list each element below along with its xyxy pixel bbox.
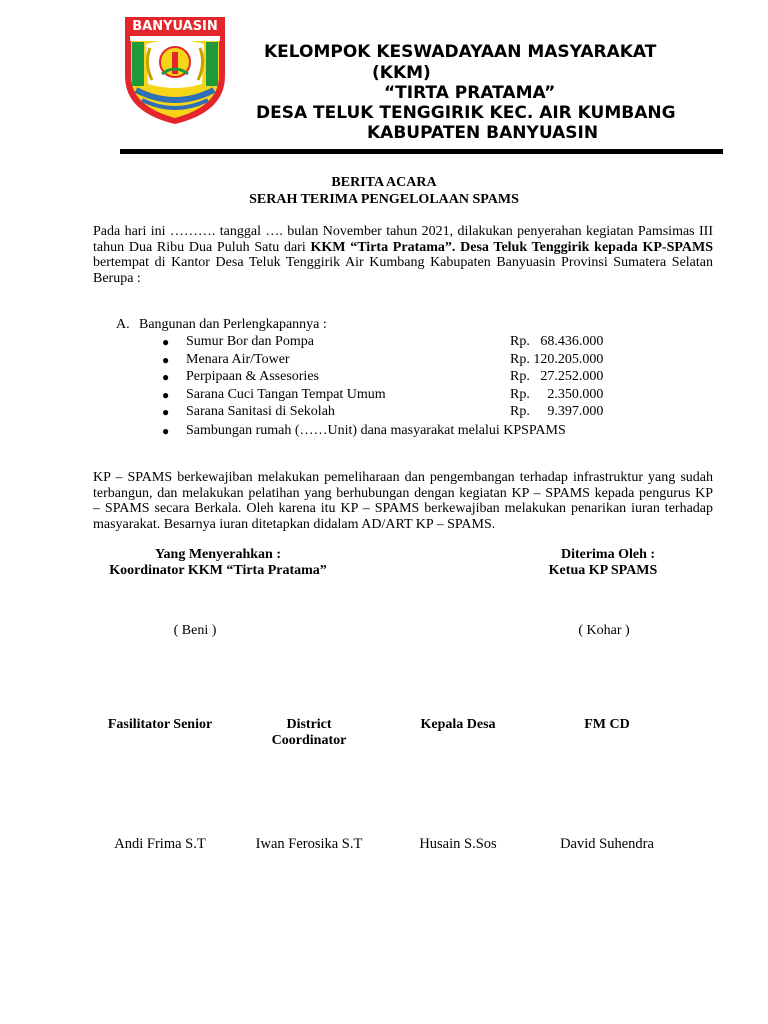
asset-name: Perpipaan & Assesories <box>186 369 319 384</box>
obligation-paragraph <box>93 470 713 532</box>
giver-role-title: Koordinator KKM “Tirta Pratama” <box>109 563 327 578</box>
section-a-label: Bangunan dan Perlengkapannya : <box>139 317 327 332</box>
bullet-icon: ● <box>162 370 170 384</box>
obligation-line: masyarakat. Besarnya iuran ditetapkan didalam AD/ART KP – SPAMS. <box>93 516 496 532</box>
asset-value: Rp. 2.350.000 <box>510 387 604 402</box>
witness-role-kepala-desa: Kepala Desa <box>420 717 496 732</box>
intro-paragraph <box>93 224 713 286</box>
witness-name-district: Iwan Ferosika S.T <box>255 836 363 852</box>
banyuasin-emblem <box>122 14 228 126</box>
asset-name: Menara Air/Tower <box>186 352 290 367</box>
org-name-line3: “TIRTA PRATAMA” <box>384 83 556 103</box>
document-title: BERITA ACARA <box>331 175 437 190</box>
bullet-icon: ● <box>162 353 170 367</box>
intro-line: Berupa : <box>93 270 141 286</box>
obligation-line: terbangun, dan melakukan pelatihan yang berhubungan dengan kegiatan KP – SPAMS kepada pengurus KP <box>93 485 713 501</box>
emblem-label: BANYUASIN <box>132 19 218 34</box>
witness-name-kepala-desa: Husain S.Sos <box>419 836 497 852</box>
obligation-line: KP – SPAMS berkewajiban melakukan pemeliharaan dan pengembangan terhadap infrastruktur yang sudah <box>93 470 713 485</box>
org-name-line2: (KKM) <box>372 63 431 83</box>
intro-line <box>93 240 713 256</box>
witness-name-fasilitator: Andi Frima S.T <box>114 836 206 852</box>
asset-name: Sambungan rumah (……Unit) dana masyarakat melalui KPSPAMS <box>186 423 566 438</box>
bullet-icon: ● <box>162 335 170 349</box>
asset-value: Rp. 68.436.000 <box>510 334 604 349</box>
receiver-role-label: Diterima Oleh : <box>560 547 656 562</box>
org-name-line1: KELOMPOK KESWADAYAAN MASYARAKAT <box>264 42 657 62</box>
bullet-icon: ● <box>162 388 170 402</box>
bullet-icon: ● <box>162 405 170 419</box>
witness-role-fasilitator: Fasilitator Senior <box>107 717 213 732</box>
bullet-icon: ● <box>162 424 170 438</box>
org-regency-line: KABUPATEN BANYUASIN <box>367 123 599 143</box>
document-subtitle: SERAH TERIMA PENGELOLAAN SPAMS <box>249 192 519 207</box>
asset-value: Rp. 120.205.000 <box>510 352 604 367</box>
letterhead-divider <box>120 149 723 154</box>
asset-value: Rp. 27.252.000 <box>510 369 604 384</box>
intro-line: Pada hari ini ………. tanggal …. bulan November tahun 2021, dilakukan penyerahan kegiatan Pamsimas III <box>93 224 713 239</box>
intro-line: bertempat di Kantor Desa Teluk Tenggirik Air Kumbang Kabupaten Banyuasin Provinsi Sumatera Selatan <box>93 255 713 270</box>
witness-role-district: District Coordinator <box>271 717 347 748</box>
receiver-name: ( Kohar ) <box>578 623 630 638</box>
asset-name: Sumur Bor dan Pompa <box>186 334 314 349</box>
intro-text: tahun Dua Ribu Dua Puluh Satu dari <box>93 239 311 255</box>
giver-role-label: Yang Menyerahkan : <box>154 547 281 562</box>
intro-bold-text: KKM “Tirta Pratama”. Desa Teluk Tenggirik kepada KP-SPAMS <box>310 239 713 255</box>
receiver-role-title: Ketua KP SPAMS <box>548 563 658 578</box>
asset-name: Sarana Sanitasi di Sekolah <box>186 404 335 419</box>
org-address-line: DESA TELUK TENGGIRIK KEC. AIR KUMBANG <box>256 103 676 123</box>
giver-name: ( Beni ) <box>173 623 217 638</box>
obligation-line: – SPAMS secara Berkala. Oleh karena itu KP – SPAMS berkewajiban melakukan penarikan iuran terhadap <box>93 501 713 516</box>
section-a-marker: A. <box>116 317 130 332</box>
asset-value: Rp. 9.397.000 <box>510 404 604 419</box>
asset-name: Sarana Cuci Tangan Tempat Umum <box>186 387 386 402</box>
witness-role-fm-cd: FM CD <box>584 717 630 732</box>
witness-name-fm-cd: David Suhendra <box>560 836 654 852</box>
